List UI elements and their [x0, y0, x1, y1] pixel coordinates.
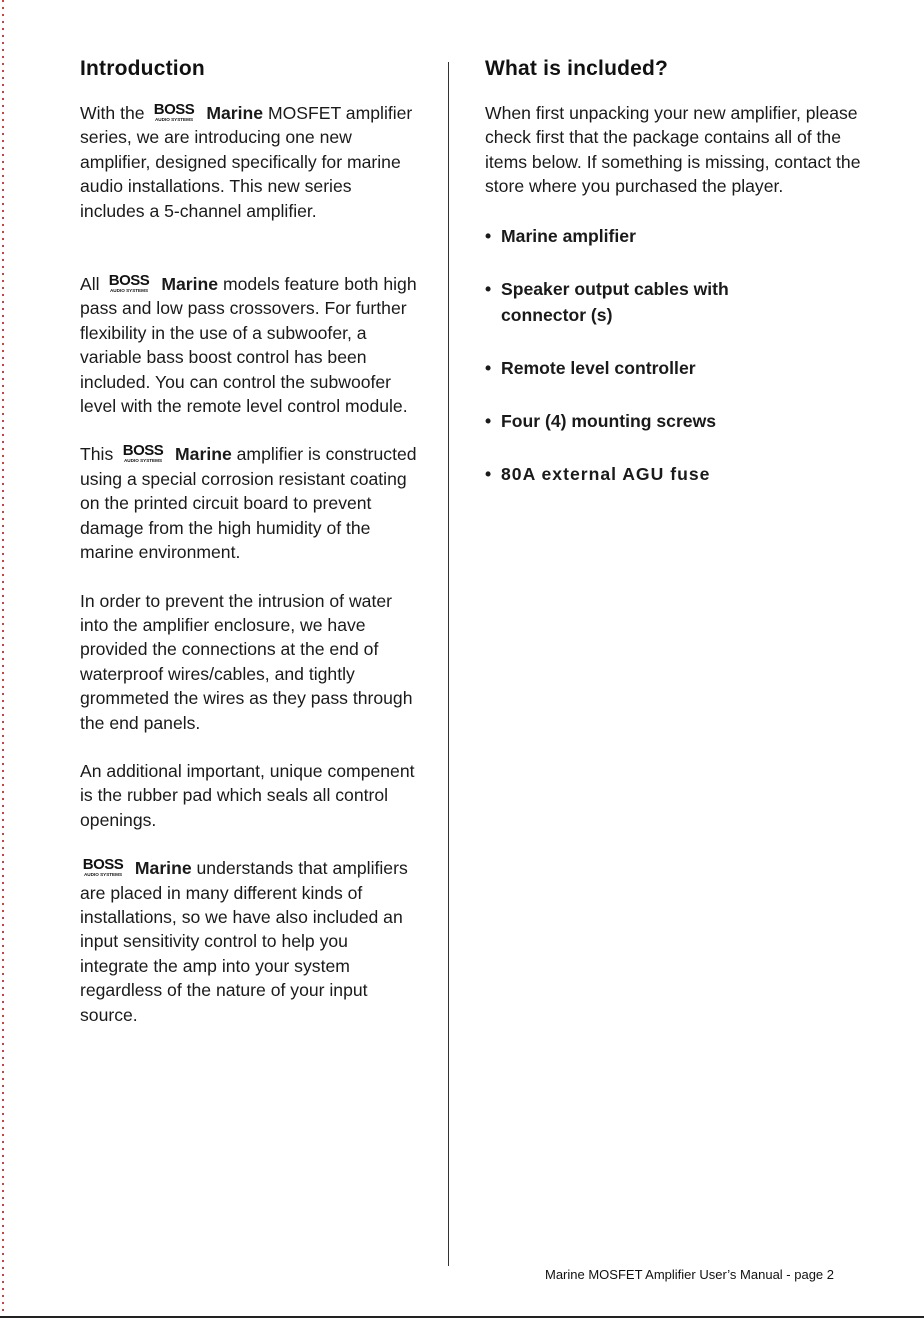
intro-paragraph-5: An additional important, unique compenent is the rubber pad which seals all control openings. [80, 760, 415, 830]
intro-paragraph-2 [80, 272, 420, 418]
boss-logo-subtext: AUDIO SYSTEMS [124, 458, 163, 464]
boss-logo [151, 101, 197, 122]
bullet-icon: • [485, 278, 492, 299]
brand-marine: Marine [206, 103, 264, 123]
intro-p2-body: models feature both high pass and low pass crossovers. For further flexibility in the use of a subwoofer, a variable bass boost control has been included. You can control the subwoofer level with the remote level control module. [80, 274, 417, 417]
intro-p1-body: MOSFET amplifier series, we are introducing one new amplifier, designed specifically for marine audio installations. This new series includes a 5-channel amplifier. [80, 103, 413, 221]
included-heading: What is included? [485, 57, 669, 80]
boss-logo-text: BOSS [122, 442, 164, 460]
brand-marine: Marine [161, 274, 219, 295]
boss-logo [106, 272, 152, 293]
introduction-column [80, 56, 420, 1027]
boss-logo [80, 856, 126, 877]
included-column [485, 56, 875, 487]
bullet-icon: • [485, 410, 492, 431]
intro-paragraph-3 [80, 442, 420, 564]
list-item-label: Speaker output cables with connector (s) [501, 278, 729, 325]
included-items-list [485, 223, 875, 487]
list-item-label: 80A external AGU fuse [501, 463, 711, 484]
perforation-edge [2, 0, 4, 1320]
boss-logo-subtext: AUDIO SYSTEMS [110, 288, 149, 294]
bullet-icon: • [485, 463, 493, 484]
list-item [485, 408, 875, 434]
list-item-label: Four (4) mounting screws [501, 410, 717, 431]
intro-paragraph-6 [80, 856, 420, 1027]
intro-p3-body: amplifier is constructed using a special corrosion resistant coating on the printed circuit board to prevent damage from the high humidity of the marine environment. [80, 444, 417, 563]
list-item [485, 461, 875, 487]
brand-marine: Marine [134, 858, 192, 879]
list-item [485, 355, 875, 381]
intro-p2-lead: All [80, 274, 100, 295]
boss-logo-subtext: AUDIO SYSTEMS [83, 872, 123, 878]
intro-p6-body: understands that amplifiers are placed in many different kinds of installations, so we have also included an input sensitivity control to help you integrate the amp into your system regardless of the nature of your input source. [80, 858, 408, 1025]
boss-logo-text: BOSS [109, 272, 150, 290]
list-item-label: Marine amplifier [501, 225, 636, 246]
intro-p1-lead: With the [80, 103, 145, 123]
list-item-label: Remote level controller [501, 357, 696, 378]
included-intro: When first unpacking your new amplifier, please check first that the package contains all of the items below. If something is missing, contact the store where you purchased the player. [485, 103, 861, 197]
intro-paragraph-1 [80, 101, 420, 223]
boss-logo-subtext: AUDIO SYSTEMS [155, 117, 194, 122]
intro-p3-lead: This [80, 444, 114, 465]
introduction-heading: Introduction [80, 57, 205, 80]
intro-paragraph-4: In order to prevent the intrusion of water into the amplifier enclosure, we have provided the connections at the end of waterproof wires/cables, and tightly grommeted the wires as they pass through the end panels. [80, 590, 413, 733]
boss-logo-text: BOSS [154, 101, 195, 118]
bullet-icon: • [485, 225, 492, 246]
list-item [485, 223, 875, 249]
bullet-icon: • [485, 357, 492, 378]
brand-marine: Marine [175, 444, 232, 465]
column-divider [448, 62, 449, 1266]
boss-logo-text: BOSS [82, 856, 124, 874]
list-item [485, 276, 801, 328]
page-footer: Marine MOSFET Amplifier User’s Manual - page 2 [545, 1267, 834, 1282]
boss-logo [120, 442, 166, 463]
page-bottom-rule [0, 1316, 924, 1318]
